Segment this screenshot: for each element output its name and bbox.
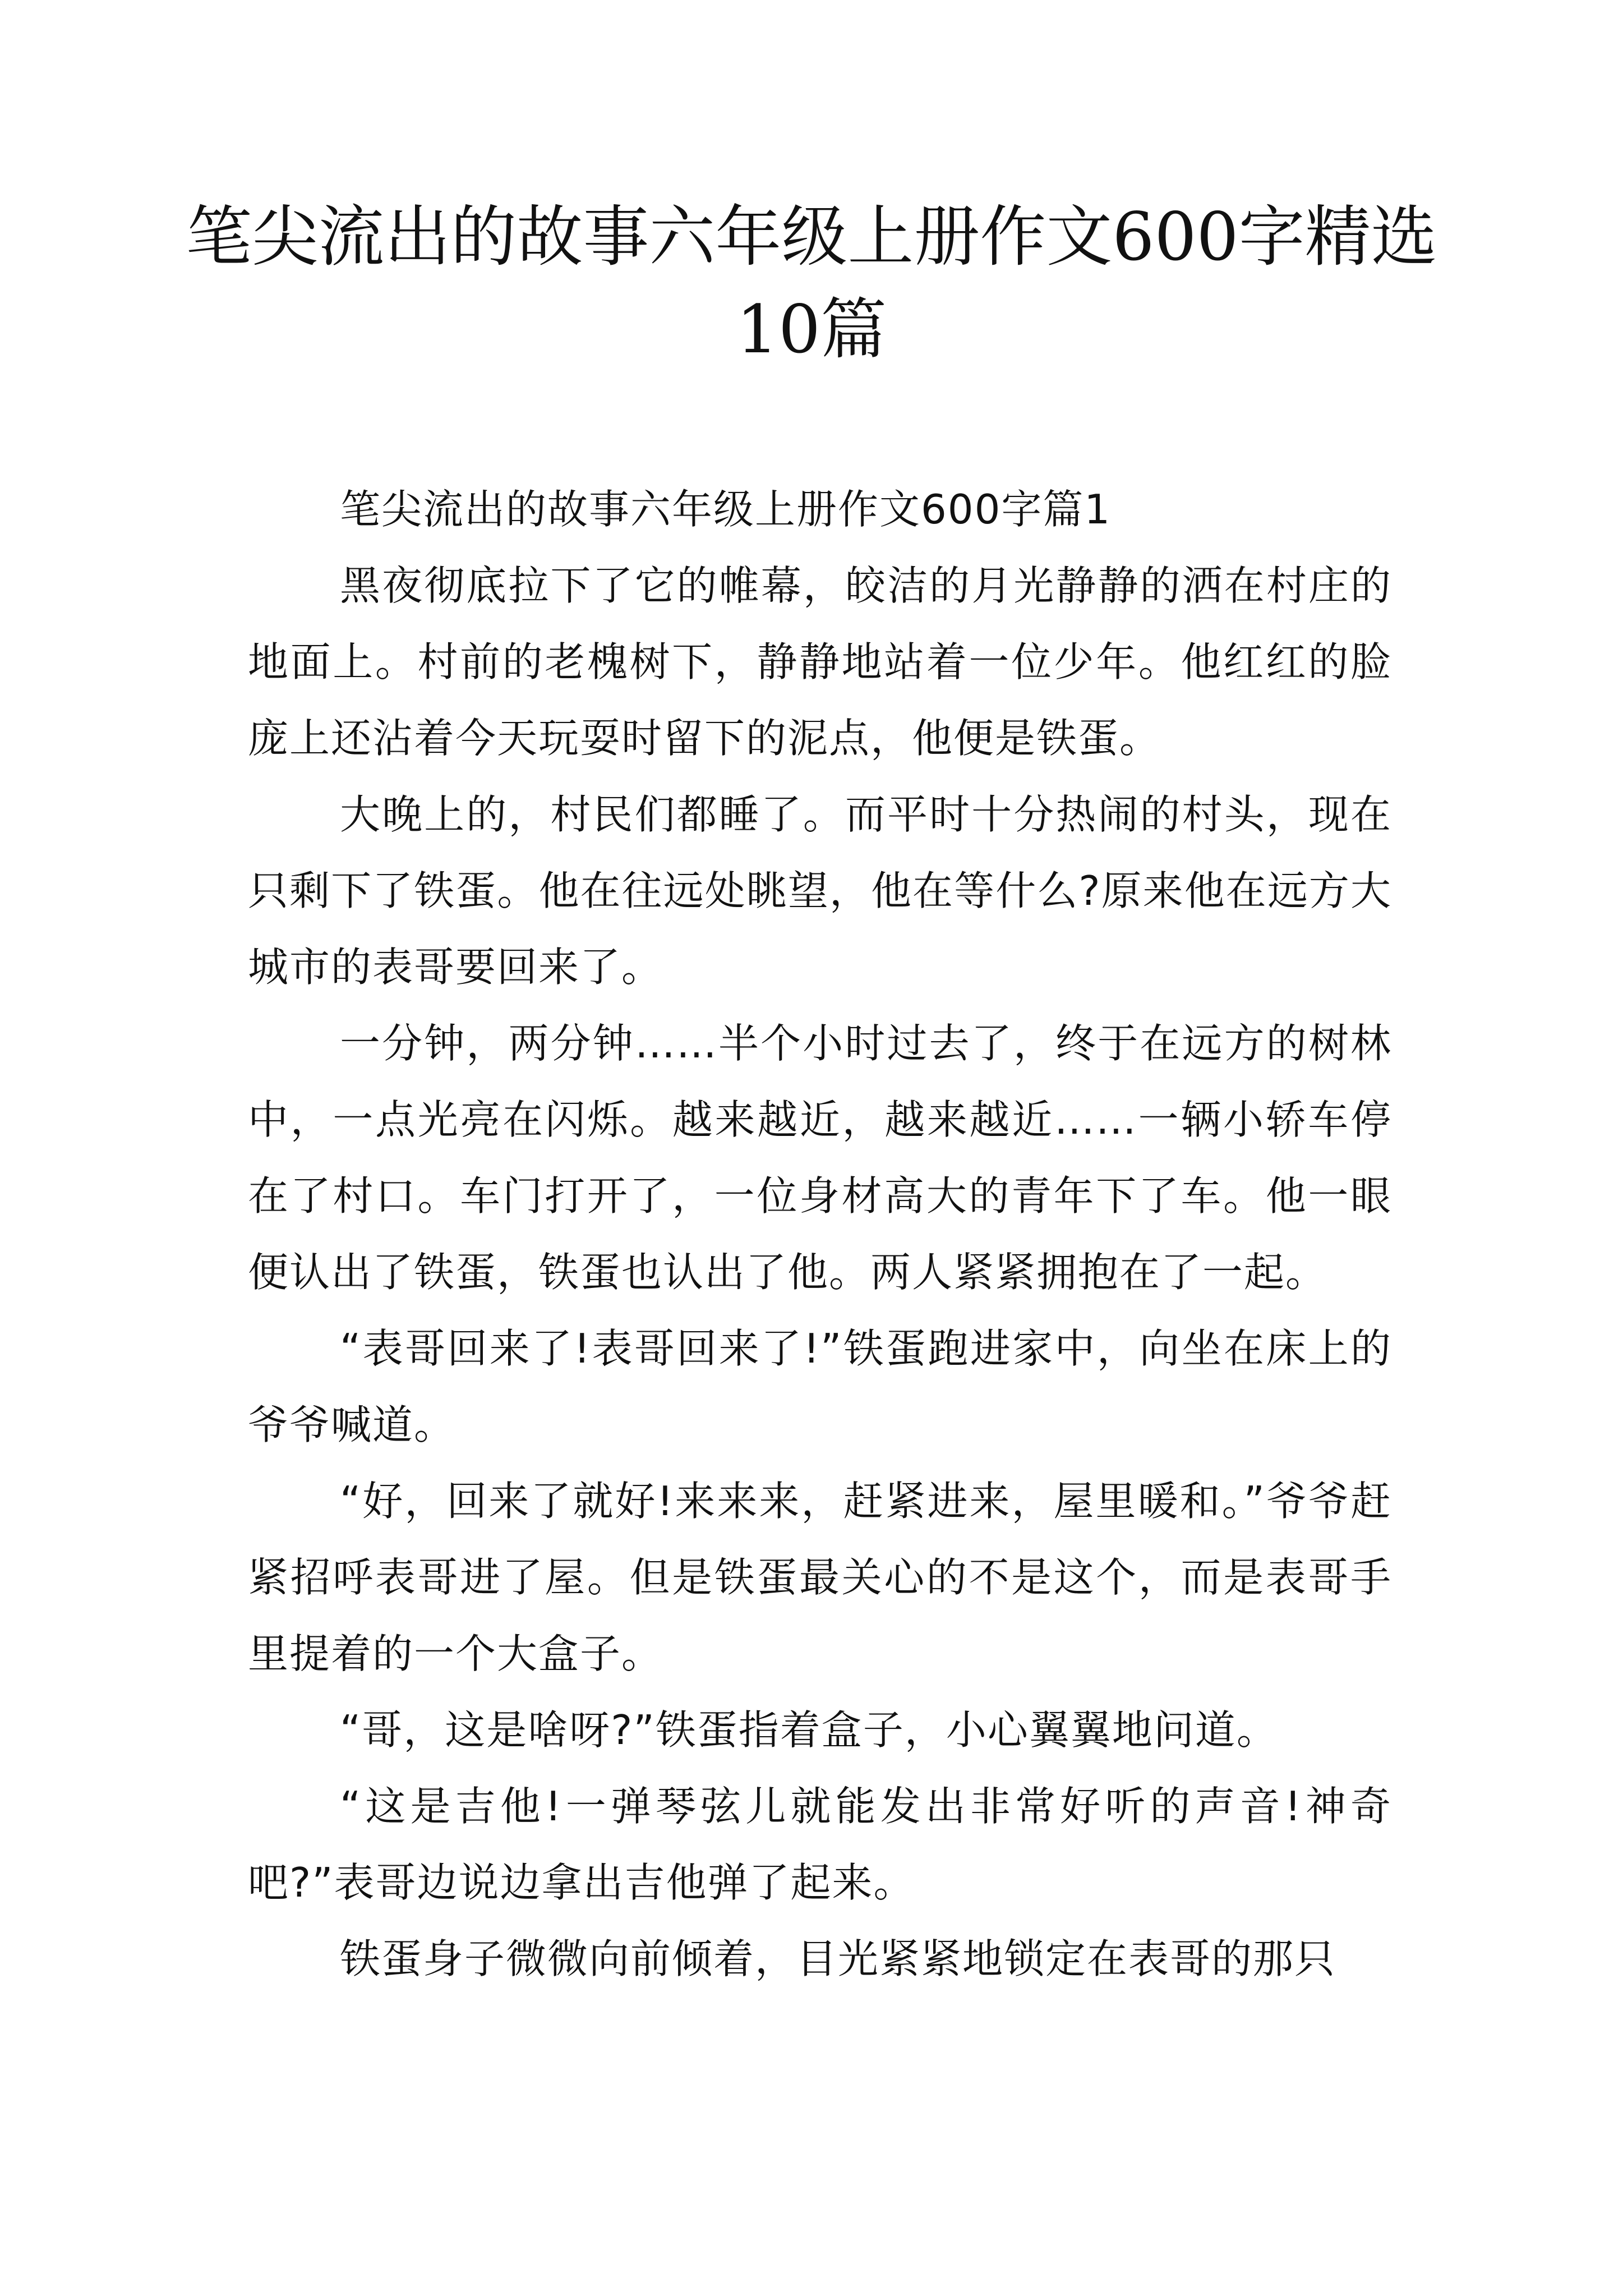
paragraph: “这是吉他!一弹琴弦儿就能发出非常好听的声音!神奇吧?”表哥边说边拿出吉他弹了起来。 xyxy=(248,1783,1392,1906)
paragraph: “表哥回来了!表哥回来了!”铁蛋跑进家中，向坐在床上的爷爷喊道。 xyxy=(248,1325,1392,1448)
document-body xyxy=(248,471,1392,1997)
paragraph: 铁蛋身子微微向前倾着，目光紧紧地锁定在表哥的那只 xyxy=(340,1935,1336,1982)
title-line-1: 笔尖流出的故事六年级上册作文600字精选 xyxy=(186,198,1437,275)
paragraph: 大晚上的，村民们都睡了。而平时十分热闹的村头，现在只剩下了铁蛋。他在往远处眺望，他在等什么?原来他在远方大城市的表哥要回来了。 xyxy=(248,791,1392,991)
paragraph: 一分钟，两分钟……半个小时过去了，终于在远方的树林中，一点光亮在闪烁。越来越近，越来越近……一辆小轿车停在了村口。车门打开了，一位身材高大的青年下了车。他一眼便认出了铁蛋，铁蛋也认出了他。两人紧紧拥抱在了一起。 xyxy=(248,1020,1392,1296)
title-line-2: 10篇 xyxy=(736,291,887,368)
paragraph: 黑夜彻底拉下了它的帷幕，皎洁的月光静静的洒在村庄的地面上。村前的老槐树下，静静地站着一位少年。他红红的脸庞上还沾着今天玩耍时留下的泥点，他便是铁蛋。 xyxy=(248,562,1392,762)
document-title xyxy=(168,191,1455,376)
paragraph: “好，回来了就好!来来来，赶紧进来，屋里暖和。”爷爷赶紧招呼表哥进了屋。但是铁蛋最关心的不是这个，而是表哥手里提着的一个大盒子。 xyxy=(248,1478,1392,1677)
paragraph: “哥，这是啥呀?”铁蛋指着盒子，小心翼翼地问道。 xyxy=(340,1706,1278,1754)
section-heading: 笔尖流出的故事六年级上册作文600字篇1 xyxy=(340,486,1112,533)
